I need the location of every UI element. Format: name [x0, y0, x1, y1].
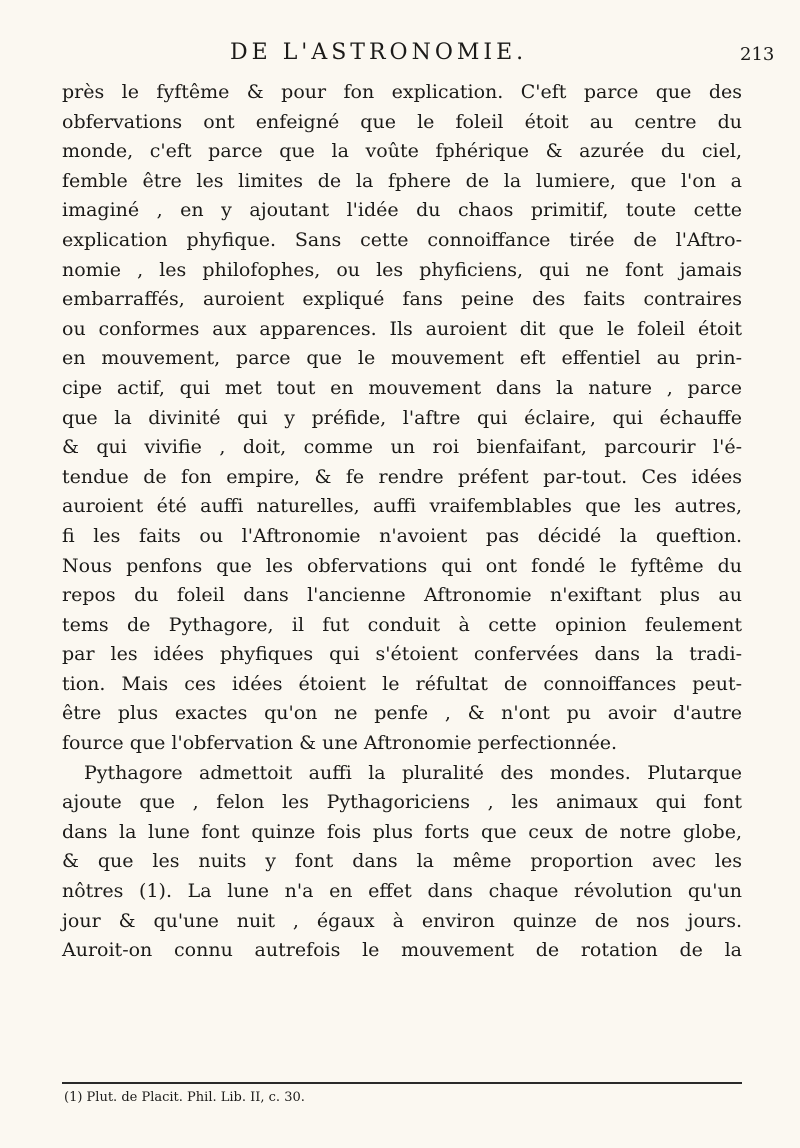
text-line: ou conformes aux apparences. Ils auroient dit que le foleil étoit — [62, 317, 742, 340]
text-line: auroient été auffi naturelles, auffi vraifemblables que les autres, — [62, 495, 742, 518]
text-line: nôtres (1). La lune n'a en effet dans chaque révolution qu'un — [62, 880, 742, 903]
text-line: obfervations ont enfeigné que le foleil étoit au centre du — [62, 110, 742, 133]
text-line: femble être les limites de la fphere de la lumiere, que l'on a — [62, 169, 742, 192]
text-line: fi les faits ou l'Aftronomie n'avoient pas décidé la queftion. — [62, 524, 742, 547]
text-line: ajoute que , felon les Pythagoriciens , les animaux qui font — [62, 791, 742, 814]
text-line: tendue de fon empire, & fe rendre préfent par-tout. Ces idées — [62, 465, 742, 488]
text-line: en mouvement, parce que le mouvement eft effentiel au prin- — [62, 347, 742, 370]
text-line: Auroit-on connu autrefois le mouvement de rotation de la — [62, 939, 742, 962]
page-number: 213 — [740, 44, 775, 65]
text-line: imaginé , en y ajoutant l'idée du chaos primitif, toute cette — [62, 199, 742, 222]
text-line: nomie , les philofophes, ou les phyficiens, qui ne font jamais — [62, 258, 742, 281]
text-line: explication phyfique. Sans cette connoiffance tirée de l'Aftro- — [62, 228, 742, 251]
text-line: Pythagore admettoit auffi la pluralité des mondes. Plutarque — [84, 761, 742, 784]
text-line: & que les nuits y font dans la même proportion avec les — [62, 850, 742, 873]
text-line: monde, c'eft parce que la voûte fphérique & azurée du ciel, — [62, 140, 742, 163]
text-line: embarraffés, auroient expliqué fans peine des faits contraires — [62, 288, 742, 311]
text-line: tems de Pythagore, il fut conduit à cette opinion feulement — [62, 613, 742, 636]
text-line: cipe actif, qui met tout en mouvement dans la nature , parce — [62, 376, 742, 399]
footnote: (1) Plut. de Placit. Phil. Lib. II, c. 30. — [64, 1090, 305, 1105]
text-line: que la divinité qui y préfide, l'aftre qui éclaire, qui échauffe — [62, 406, 742, 429]
text-line: tion. Mais ces idées étoient le réfultat de connoiffances peut- — [62, 672, 742, 695]
running-title: DE L'ASTRONOMIE. — [230, 40, 528, 65]
text-line: près le fyftême & pour fon explication. C'eft parce que des — [62, 81, 742, 103]
text-line: & qui vivifie , doit, comme un roi bienfaifant, parcourir l'é- — [62, 436, 742, 459]
footnote-divider — [62, 1082, 742, 1084]
body-text — [62, 78, 742, 966]
text-line: fource que l'obfervation & une Aftronomie perfectionnée. — [62, 732, 618, 755]
text-line: repos du foleil dans l'ancienne Aftronomie n'exiftant plus au — [62, 584, 742, 607]
text-line: Nous penfons que les obfervations qui ont fondé le fyftême du — [62, 554, 742, 577]
page-header — [0, 40, 800, 70]
text-line: dans la lune font quinze fois plus forts que ceux de notre globe, — [62, 820, 742, 843]
text-line: par les idées phyfiques qui s'étoient confervées dans la tradi- — [62, 643, 742, 666]
text-line: être plus exactes qu'on ne penfe , & n'ont pu avoir d'autre — [62, 702, 742, 725]
text-line: jour & qu'une nuit , égaux à environ quinze de nos jours. — [62, 909, 742, 932]
